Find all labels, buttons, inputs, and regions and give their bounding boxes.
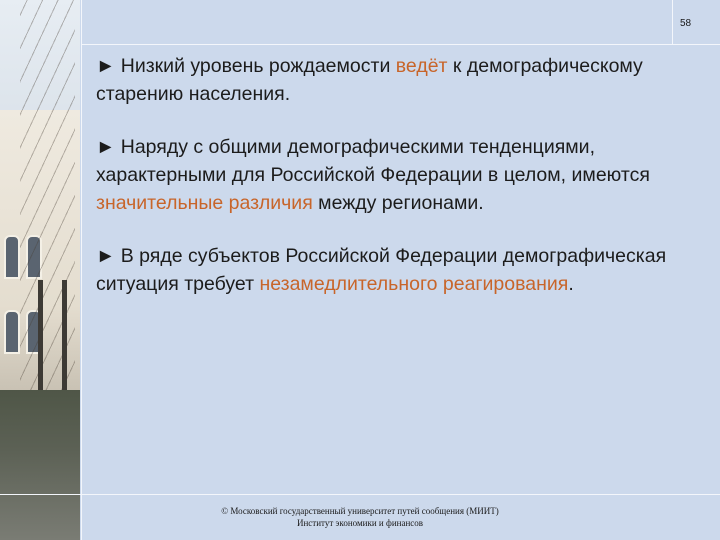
- slide-number: 58: [680, 18, 692, 29]
- text-segment: Низкий уровень рождаемости: [120, 55, 396, 77]
- bullet-marker-icon: ►: [96, 245, 116, 267]
- bullet-paragraph: [96, 52, 711, 108]
- building-window: [4, 310, 20, 354]
- footer: [190, 505, 530, 529]
- building-photo: [0, 0, 80, 540]
- text-segment: между регионами.: [312, 192, 484, 214]
- text-segment: Наряду с общими демографическими тенденциями, характерными для Российской Федерации в целом, имеются: [96, 136, 650, 186]
- highlighted-text: незамедлительного реагирования: [259, 273, 569, 295]
- highlighted-text: ведёт: [395, 55, 448, 77]
- divider-vertical-number: [672, 0, 673, 44]
- bullet-marker-icon: ►: [96, 55, 116, 77]
- divider-vertical: [81, 0, 82, 540]
- divider-footer: [0, 494, 720, 495]
- highlighted-text: значительные различия: [96, 192, 313, 214]
- footer-institute: Институт экономики и финансов: [296, 518, 424, 528]
- tree-trunk: [38, 280, 43, 400]
- text-segment: .: [568, 273, 574, 295]
- footer-copyright: © Московский государственный университет путей сообщения (МИИТ): [221, 506, 499, 516]
- tree-trunk: [62, 280, 67, 400]
- ground: [0, 390, 80, 540]
- text-segment: В ряде субъектов Российской Федерации демографическая ситуация требует: [96, 245, 667, 295]
- bullet-marker-icon: ►: [96, 136, 116, 158]
- building-window: [4, 235, 20, 279]
- bullet-paragraph: [96, 133, 711, 217]
- bullet-paragraph: [96, 242, 711, 298]
- slide-content: [96, 52, 711, 323]
- text-segment: к демографическому старению населения.: [96, 55, 643, 105]
- divider-header: [81, 44, 720, 45]
